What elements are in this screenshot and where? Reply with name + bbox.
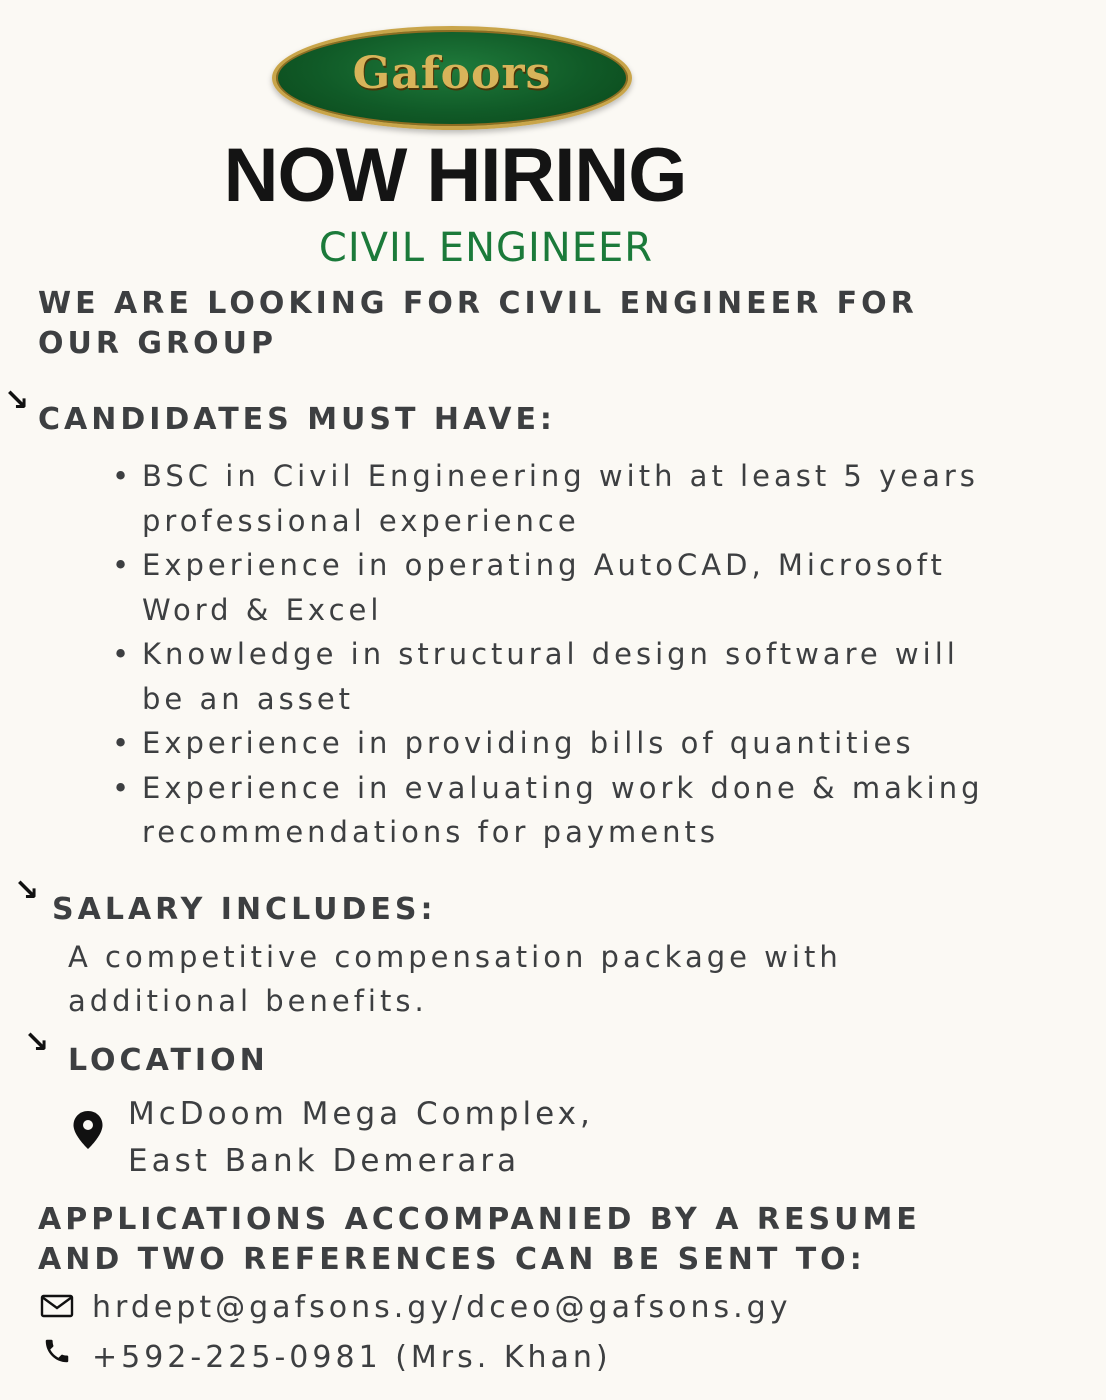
list-item-line: Knowledge in structural design software will (142, 637, 959, 671)
arrow-down-right-icon: ↘ (24, 1025, 50, 1060)
list-item-line: be an asset (142, 681, 355, 716)
list-item (112, 454, 1072, 543)
requirements-title: CANDIDATES MUST HAVE: (38, 402, 556, 437)
list-item (112, 766, 1072, 855)
list-item-line: Word & Excel (142, 592, 383, 627)
contact-email[interactable]: hrdept@gafsons.gy/dceo@gafsons.gy (92, 1290, 792, 1325)
bullet-icon: • (112, 637, 134, 671)
location-title: LOCATION (68, 1043, 269, 1078)
applications-line: APPLICATIONS ACCOMPANIED BY A RESUME (38, 1202, 921, 1237)
intro-line: OUR GROUP (38, 326, 277, 361)
list-item-line: Experience in operating AutoCAD, Microsoft (142, 548, 946, 582)
envelope-icon (40, 1294, 74, 1318)
bullet-icon: • (112, 459, 134, 493)
phone-icon (40, 1336, 74, 1366)
location-address (128, 1091, 594, 1185)
arrow-down-right-icon: ↘ (14, 873, 40, 908)
bullet-icon: • (112, 726, 134, 760)
list-item (112, 543, 1072, 632)
salary-title: SALARY INCLUDES: (52, 892, 437, 927)
map-pin-icon (72, 1110, 104, 1150)
bullet-icon: • (112, 770, 134, 805)
list-item (112, 632, 1072, 721)
list-item-line: Experience in providing bills of quantities (142, 726, 915, 760)
list-item-line: recommendations for payments (142, 815, 719, 849)
contact-phone[interactable]: +592-225-0981 (Mrs. Khan) (92, 1340, 612, 1375)
salary-description (68, 935, 968, 1023)
list-item-line: professional experience (142, 503, 580, 538)
applications-heading (38, 1200, 921, 1280)
salary-line: A competitive compensation package with (68, 940, 842, 974)
intro-text (38, 284, 918, 364)
address-line: McDoom Mega Complex, (128, 1096, 594, 1132)
intro-line: WE ARE LOOKING FOR CIVIL ENGINEER FOR (38, 286, 918, 321)
list-item (112, 721, 1072, 766)
salary-line: additional benefits. (68, 984, 428, 1018)
position-title: CIVIL ENGINEER (318, 225, 654, 271)
arrow-down-right-icon: ↘ (4, 383, 30, 418)
applications-line: AND TWO REFERENCES CAN BE SENT TO: (38, 1242, 866, 1277)
brand-logo-text: Gafoors (352, 48, 552, 99)
page-headline: NOW HIRING (223, 133, 687, 218)
address-line: East Bank Demerara (128, 1143, 521, 1179)
list-item-line: Experience in evaluating work done & making (142, 770, 984, 805)
list-item-line: BSC in Civil Engineering with at least 5 years (142, 459, 979, 493)
bullet-icon: • (112, 548, 134, 582)
requirements-list (112, 454, 1072, 855)
